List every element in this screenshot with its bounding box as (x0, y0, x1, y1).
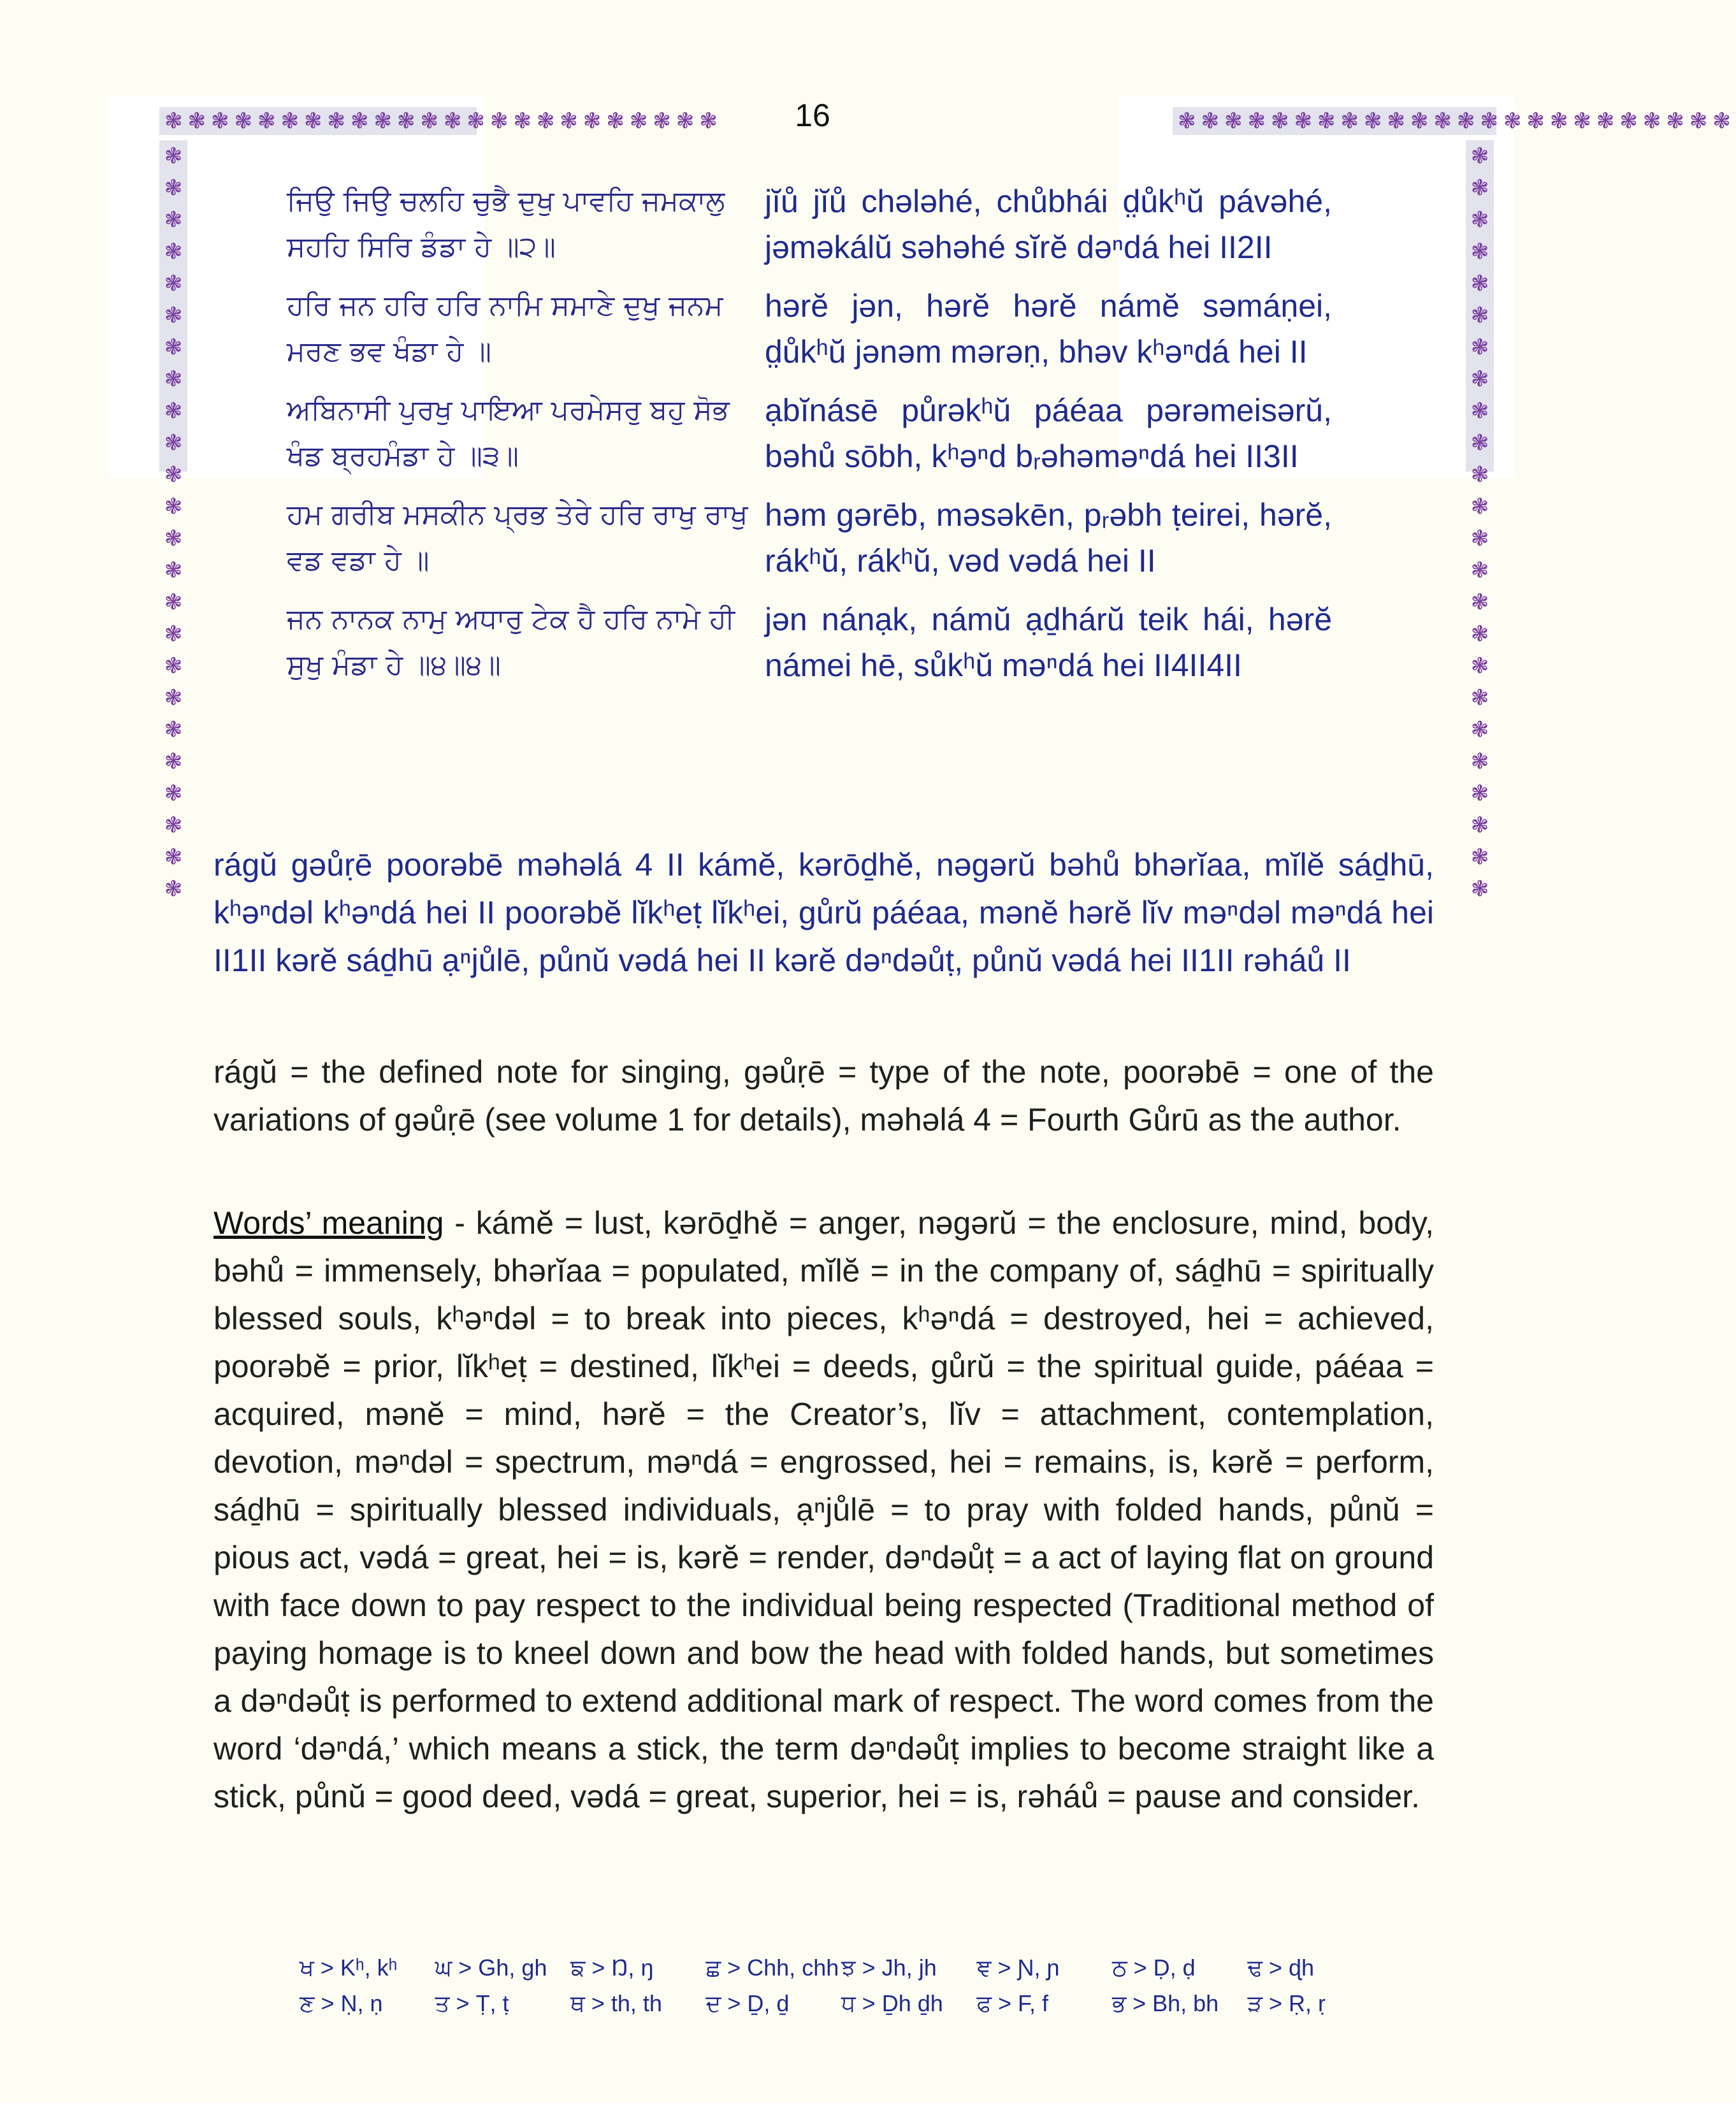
key-entry: ਣ > Ṇ, ṇ (300, 1990, 383, 2016)
words-meaning-heading: Words’ meaning (213, 1205, 444, 1241)
key-entry: ੜ > Ṛ, ṛ (1247, 1990, 1326, 2016)
key-entry: ਫ > F, f (976, 1990, 1049, 2016)
words-meaning (213, 1199, 1434, 1821)
key-entry: ਛ > Chh, chh (705, 1955, 839, 1981)
verse-row (287, 178, 1338, 270)
key-row (300, 1950, 1383, 1986)
key-entry: ਥ > th, th (570, 1990, 662, 2016)
raag-explanation: rágŭ = the defined note for singing, gəůṛē = type of the note, poorəbē = one of the variations of gəůṛē (see volume 1 for details), məhəlá 4 = Fourth Gůrū as the author. (213, 1054, 1434, 1138)
gurmukhi-verse: ਹਮ ਗਰੀਬ ਮਸਕੀਨ ਪ੍ਰਭ ਤੇਰੇ ਹਰਿ ਰਾਖੁ ਰਾਖੁ ਵਡ ਵਡਾ ਹੇ ॥ (287, 498, 748, 577)
page-number: 16 (795, 98, 830, 133)
transliteration-verse: hərĕ jən, hərĕ hərĕ námĕ səmáṇei, d̤ůkʰŭ jənəm mərəṇ, bhəv kʰəⁿdá hei II (765, 288, 1332, 370)
rahau-transliteration: rágŭ gəůṛē poorəbē məhəlá 4 II kámĕ, kərōḏhĕ, nəgərŭ bəhů bhərĭaa, mĭlĕ sáḏhū, kʰəⁿdəl kʰəⁿdá hei II poorəbĕ lĭkʰeṭ lĭkʰei, gůrŭ páéaa, mənĕ hərĕ lĭv məⁿdəl məⁿdá hei II1II kərĕ sáḏhū ạⁿjůlē, půnŭ vədá hei II kərĕ dəⁿdəůṭ, půnŭ vədá hei II1II rəháů II (213, 847, 1434, 978)
transliteration-verse: ạbĭnásē půrəkʰŭ páéaa pərəmeisərŭ, bəhů sōbh, kʰəⁿd bᵣəhəməⁿdá hei II3II (765, 393, 1332, 474)
verse-row (287, 387, 1338, 479)
gurmukhi-verse: ਜਨ ਨਾਨਕ ਨਾਮੁ ਅਧਾਰੁ ਟੇਕ ਹੈ ਹਰਿ ਨਾਮੇ ਹੀ ਸੁਖੁ ਮੰਡਾ ਹੇ ॥੪॥੪॥ (287, 603, 735, 681)
key-row (300, 1986, 1383, 2021)
key-entry: ਘ > Gh, gh (435, 1955, 547, 1981)
verse-row (287, 283, 1338, 375)
key-entry: ਙ > Ŋ, ŋ (570, 1955, 654, 1981)
verse-row (287, 596, 1338, 688)
verse-row (287, 492, 1338, 584)
words-meaning-text: - kámĕ = lust, kərōḏhĕ = anger, nəgərŭ = the enclosure, mind, body, bəhů = immensely, bhərĭaa = populated, mĭlĕ = in the company of, sáḏhū = spiritually blessed souls, kʰəⁿdəl = to break into pieces, kʰəⁿdá = destroyed, hei = achieved, poorəbĕ = prior, lĭkʰeṭ = destined, lĭkʰei = deeds, gůrŭ = the spiritual guide, páéaa = acquired, mənĕ = mind, hərĕ = the Creator’s, lĭv = attachment, contemplation, devotion, məⁿdəl = spectrum, məⁿdá = engrossed, hei = remains, is, kərĕ = perform, sáḏhū = spiritually blessed individuals, ạⁿjůlē = to pray with folded hands, půnŭ = pious act, vədá = great, hei = is, kərĕ = render, dəⁿdəůṭ = a act of laying flat on ground with face down to pay respect to the individual being respected (Traditional method of paying homage is to kneel down and bow the head with folded hands, but sometimes a dəⁿdəůṭ is performed to extend additional mark of respect. The word comes from the word ‘dəⁿdá,’ which means a stick, the term dəⁿdəůṭ implies to become straight like a stick, půnŭ = good deed, vədá = great, superior, hei = is, rəháů = pause and consider. (213, 1205, 1435, 1814)
key-entry: ਠ > Ḍ, ḍ (1112, 1955, 1196, 1981)
key-entry: ਝ > Jh, jh (841, 1955, 937, 1981)
transliteration-verse: jĭů jĭů chələhé, chůbhái d̤ůkʰŭ pávəhé, jəməkálŭ səhəhé sĭrĕ dəⁿdá hei II2II (765, 184, 1332, 265)
ornament-right-column: ❃❃❃❃❃❃❃❃❃❃❃❃❃❃❃❃❃❃❃❃❃❃❃❃ (1466, 140, 1494, 472)
gurmukhi-verse: ਹਰਿ ਜਨ ਹਰਿ ਹਰਿ ਨਾਮਿ ਸਮਾਣੇ ਦੁਖੁ ਜਨਮ ਮਰਣ ਭਵ ਖੰਡਾ ਹੇ ॥ (287, 289, 723, 368)
key-entry: ਢ > ɖh (1247, 1955, 1315, 1981)
key-entry: ਤ > Ṭ, ṭ (435, 1990, 509, 2016)
key-entry: ਖ > Kʰ, kʰ (300, 1955, 398, 1981)
key-entry: ਧ > Ḏh ḏh (841, 1990, 943, 2016)
gurmukhi-verse: ਜਿਉ ਜਿਉ ਚਲਹਿ ਚੁਭੈ ਦੁਖੁ ਪਾਵਹਿ ਜਮਕਾਲੁ ਸਹਹਿ ਸਿਰਿ ਡੰਡਾ ਹੇ ॥੨॥ (287, 185, 725, 263)
transliteration-verse: həm gərēb, məsəkēn, pᵣəbh ṭeirei, hərĕ, rákʰŭ, rákʰŭ, vəd vədá hei II (765, 497, 1332, 579)
key-entry: ਞ > Ɲ, ɲ (976, 1955, 1060, 1981)
ornament-top-left: ❃❃❃❃❃❃❃❃❃❃❃❃❃❃❃❃❃❃❃❃❃❃❃❃ (159, 107, 477, 135)
key-entry: ਭ > Bh, bh (1112, 1990, 1219, 2016)
transliteration-key (300, 1950, 1383, 2021)
transliteration-verse: jən nánạk, námŭ ạḏhárŭ teik hái, hərĕ námei hē, sůkʰŭ məⁿdá hei II4II4II (765, 602, 1332, 683)
ornament-left-column: ❃❃❃❃❃❃❃❃❃❃❃❃❃❃❃❃❃❃❃❃❃❃❃❃ (159, 140, 187, 472)
key-entry: ਦ > Ḏ, ḏ (705, 1990, 790, 2016)
ornament-top-right: ❃❃❃❃❃❃❃❃❃❃❃❃❃❃❃❃❃❃❃❃❃❃❃❃ (1173, 107, 1496, 135)
gurmukhi-verse: ਅਬਿਨਾਸੀ ਪੁਰਖੁ ਪਾਇਆ ਪਰਮੇਸਰੁ ਬਹੁ ਸੋਭ ਖੰਡ ਬ੍ਰਹਮੰਡਾ ਹੇ ॥੩॥ (287, 394, 730, 472)
verse-block (287, 178, 1338, 701)
